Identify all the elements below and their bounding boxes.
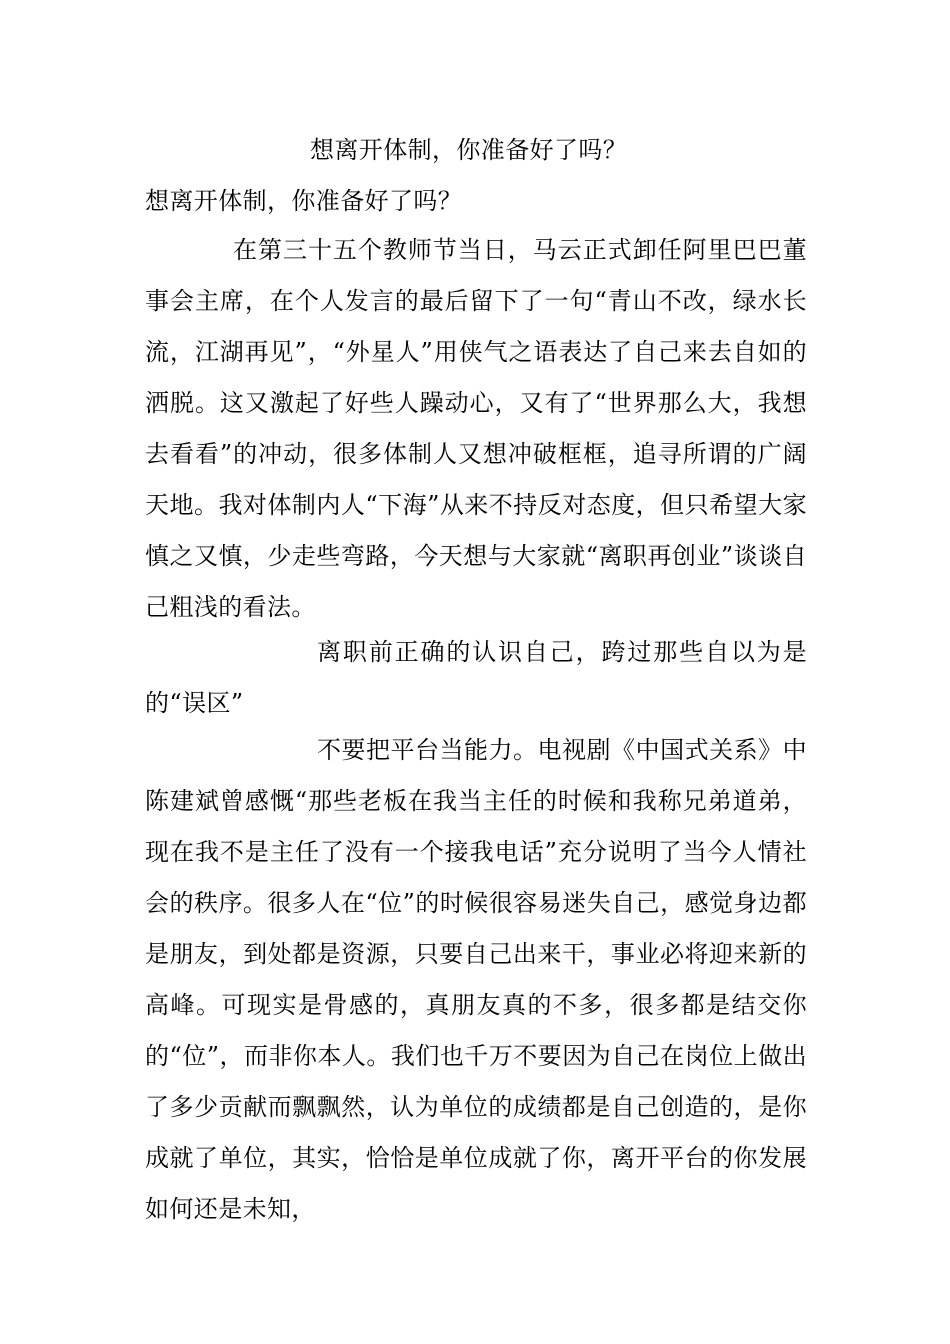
paragraph-platform: 不要把平台当能力。电视剧《中国式关系》中陈建斌曾感慨“那些老板在我当主任的时候和我称兄弟道弟，现在我不是主任了没有一个接我电话”充分说明了当今人情社会的秩序。很多人在“位”的时候很容易迷失自己，感觉身边都是朋友，到处都是资源，只要自己出来干，事业必将迎来新的高峰。可现实是骨感的，真朋友真的不多，很多都是结交你的“位”，而非你本人。我们也千万不要因为自己在岗位上做出了多少贡献而飘飘然，认为单位的成绩都是自己创造的，是你成就了单位，其实，恰恰是单位成就了你，离开平台的你发展如何还是未知，	[145, 736, 807, 1223]
document-subtitle: 想离开体制，你准备好了吗？	[145, 187, 463, 215]
document-title: 想离开体制，你准备好了吗？	[310, 136, 628, 164]
paragraph-intro: 在第三十五个教师节当日，马云正式卸任阿里巴巴董事会主席，在个人发言的最后留下了一句“青山不改，绿水长流，江湖再见”，“外星人”用侠气之语表达了自己来去自如的洒脱。这又激起了好些人躁动心，又有了“世界那么大，我想去看看”的冲动，很多体制人又想冲破框框，追寻所谓的广阔天地。我对体制内人“下海”从来不持反对态度，但只希望大家慎之又慎，少走些弯路，今天想与大家就“离职再创业”谈谈自己粗浅的看法。	[145, 236, 807, 621]
section-heading: 离职前正确的认识自己，跨过那些自以为是的“误区”	[145, 638, 807, 717]
